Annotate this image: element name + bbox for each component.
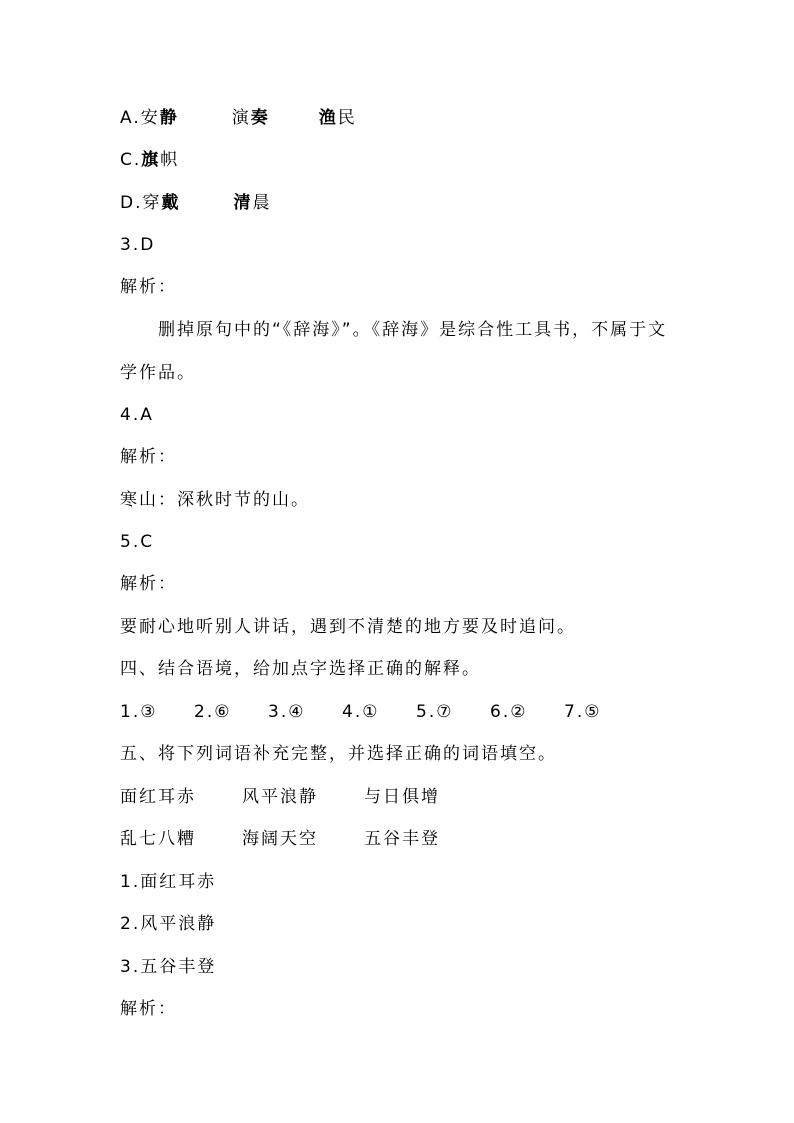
analysis-3-line-2: 学作品。 — [120, 363, 196, 383]
option-d-row — [120, 191, 272, 215]
option-c-label: C. — [120, 150, 142, 170]
section-4-answer-3: 3.④ — [268, 702, 306, 722]
section-4-answer-1: 1.③ — [120, 702, 158, 722]
answer-4: 4.A — [120, 405, 154, 425]
idiom: 五谷丰登 — [364, 829, 440, 849]
idiom: 面红耳赤 — [120, 787, 196, 807]
section-4-answers — [120, 700, 601, 724]
answer-5: 5.C — [120, 532, 155, 552]
idiom: 与日俱增 — [364, 787, 440, 807]
section-5-answer-2: 2.风平浪静 — [120, 914, 217, 934]
option-a-word-2: 演奏 — [231, 108, 270, 128]
analysis-3-line-1: 删掉原句中的“《辞海》”。《辞海》是综合性工具书，不属于文 — [158, 320, 668, 340]
option-a-label: A. — [120, 108, 141, 128]
option-a-word-3: 渔民 — [318, 108, 357, 128]
idioms-row-2 — [120, 827, 440, 851]
option-a-word-1: 安静 — [140, 108, 179, 128]
option-c-word-1: 旗帜 — [141, 150, 180, 170]
analysis-5-text: 要耐心地听别人讲话，遇到不清楚的地方要及时追问。 — [120, 617, 576, 637]
option-c-row — [120, 148, 179, 172]
idiom: 海阔天空 — [242, 829, 318, 849]
section-4-answer-6: 6.② — [490, 702, 528, 722]
option-d-word-1: 穿戴 — [142, 193, 181, 213]
section-4-title: 四、结合语境，给加点字选择正确的解释。 — [120, 659, 481, 679]
section-5-answer-3: 3.五谷丰登 — [120, 957, 217, 977]
analysis-label-4: 解析： — [120, 447, 177, 467]
section-4-answer-5: 5.⑦ — [416, 702, 454, 722]
option-d-label: D. — [120, 193, 143, 213]
idiom: 风平浪静 — [242, 787, 318, 807]
section-4-answer-2: 2.⑥ — [194, 702, 232, 722]
section-5-answer-1: 1.面红耳赤 — [120, 872, 217, 892]
answer-3: 3.D — [120, 235, 156, 255]
analysis-label-5: 解析： — [120, 574, 177, 594]
analysis-label-3: 解析： — [120, 277, 177, 297]
analysis-4-text: 寒山：深秋时节的山。 — [120, 490, 310, 510]
analysis-label-sec5: 解析： — [120, 999, 177, 1019]
idiom: 乱七八糟 — [120, 829, 196, 849]
option-d-word-2: 清晨 — [233, 193, 272, 213]
option-a-row — [120, 106, 357, 130]
section-5-title: 五、将下列词语补充完整，并选择正确的词语填空。 — [120, 744, 557, 764]
section-4-answer-4: 4.① — [342, 702, 380, 722]
section-4-answer-7: 7.⑤ — [564, 702, 602, 722]
idioms-row-1 — [120, 785, 440, 809]
